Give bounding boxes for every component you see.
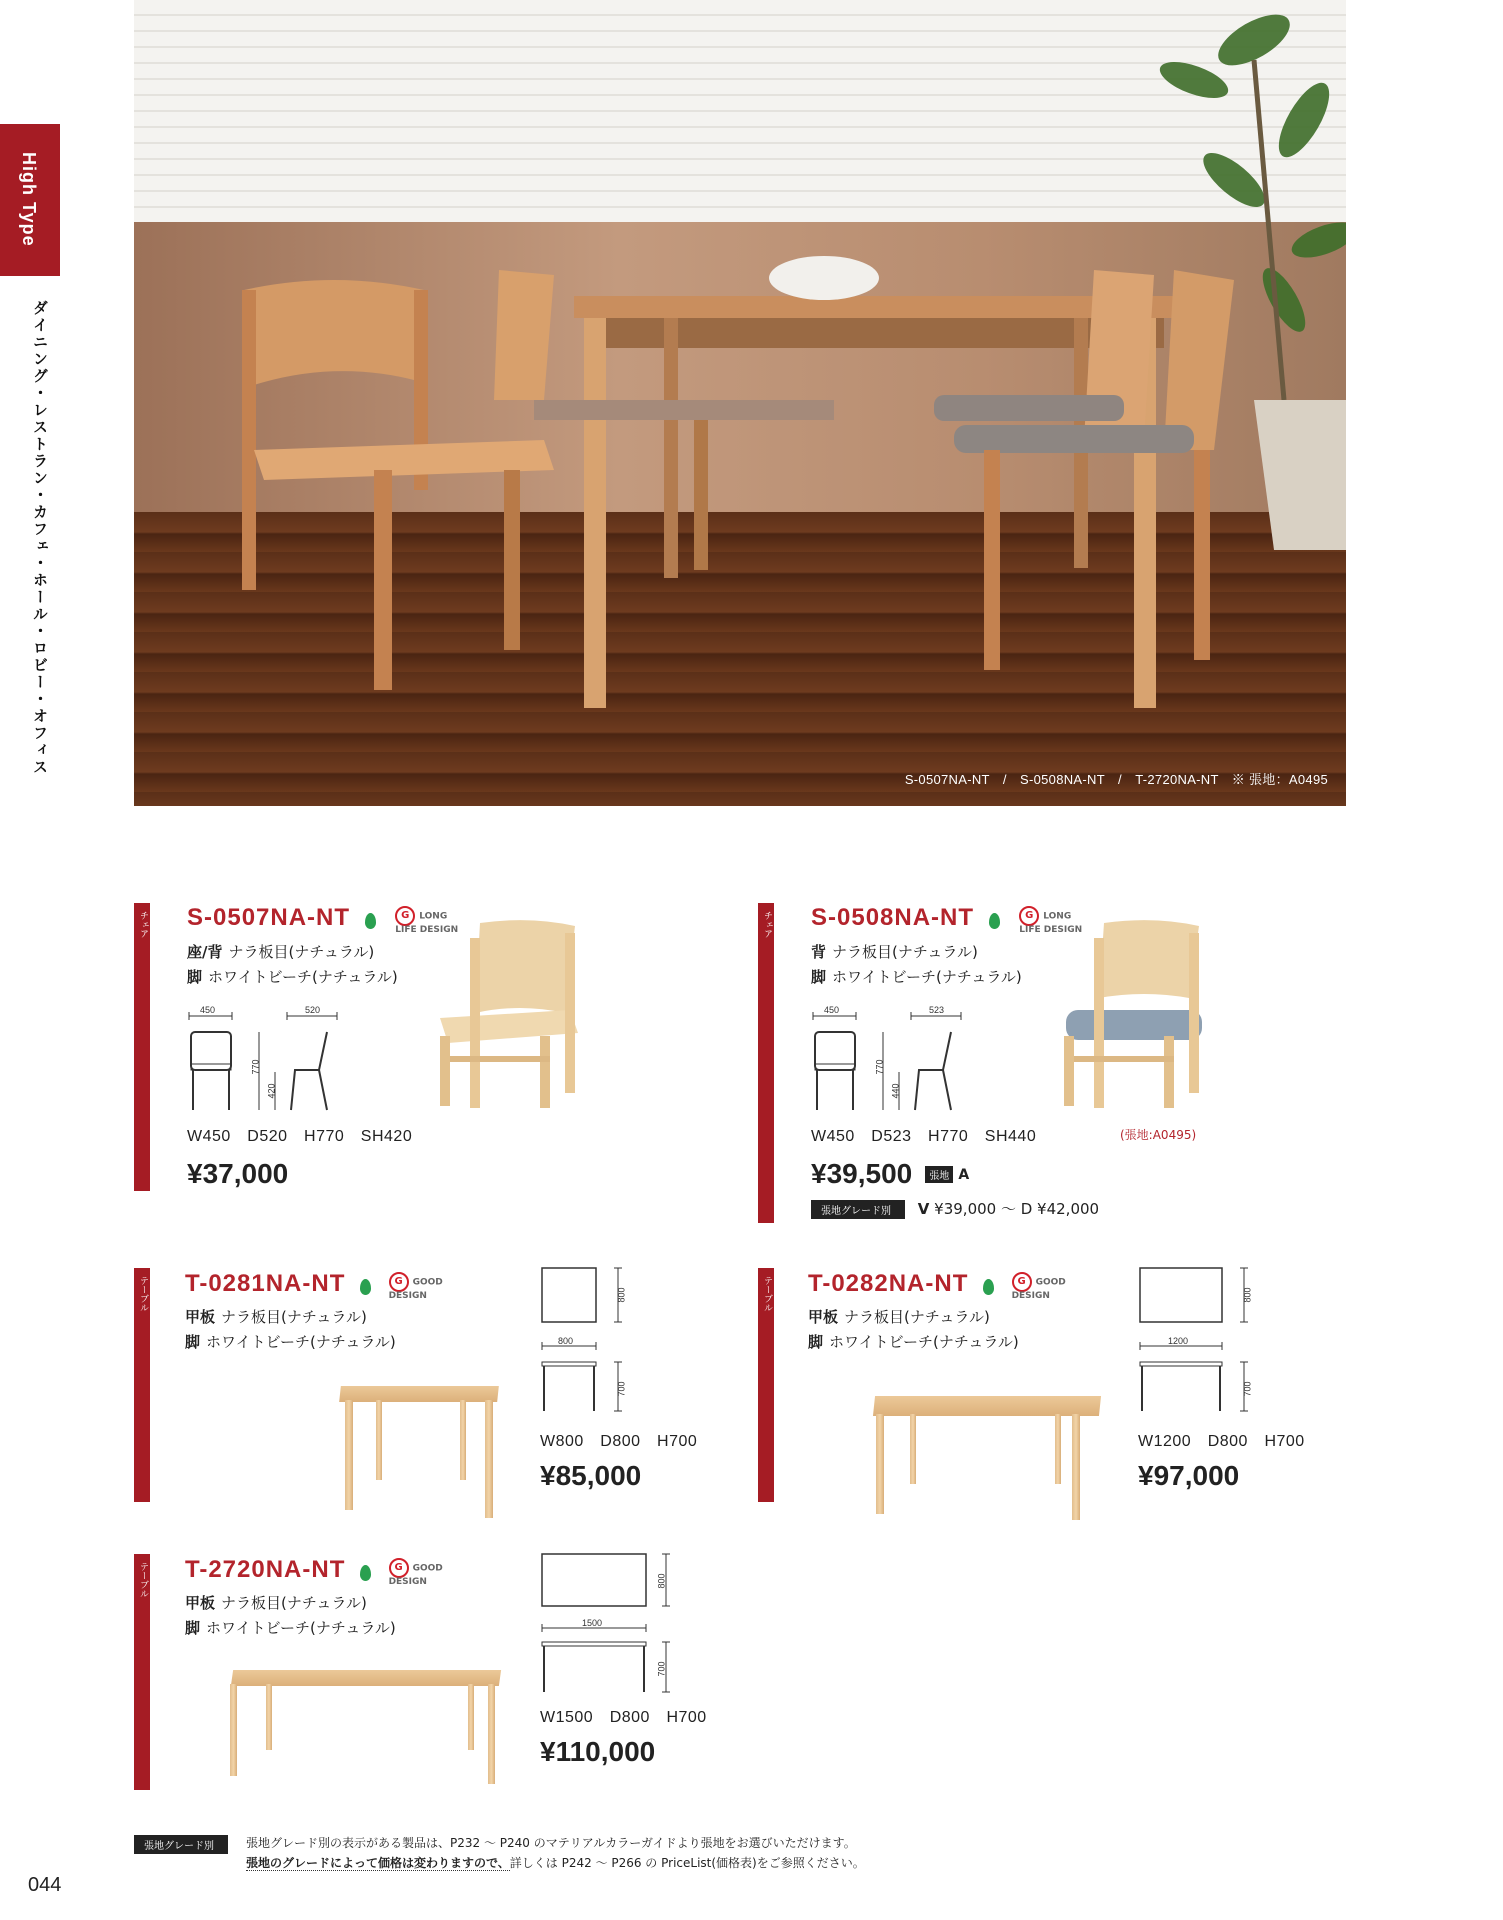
grade-range-row: 張地グレード別 V ¥39,000 ～ D ¥42,000	[811, 1198, 1099, 1219]
eco-leaf-icon	[360, 1565, 371, 1581]
product-title	[185, 1270, 453, 1301]
chair-photo	[430, 918, 590, 1108]
dim-depth: 800	[616, 1287, 627, 1303]
fabric-tag: 張地	[925, 1166, 953, 1183]
product-title	[808, 1270, 1076, 1301]
product-category-label: テーブル	[138, 1276, 148, 1312]
product-category-label: テーブル	[762, 1276, 772, 1312]
good-design-badge: G GOOD DESIGN	[389, 1558, 453, 1587]
product-category-label: テーブル	[138, 1562, 148, 1598]
product-code: T-2720NA-NT	[185, 1556, 346, 1583]
dimensions-text: W800 D800 H700	[540, 1433, 698, 1450]
price: ¥37,000	[187, 1158, 289, 1189]
section-tab-label: High Type	[19, 152, 39, 247]
table-dimension-drawing	[1138, 1266, 1258, 1416]
dim-seat-height: 440	[890, 1083, 901, 1099]
furniture-scene	[134, 0, 1346, 806]
product-category-bar	[134, 1554, 150, 1790]
g-mark-icon: G	[1012, 1272, 1032, 1292]
table-photo	[226, 1670, 502, 1794]
dimensions-text: W1200 D800 H700	[1138, 1433, 1305, 1450]
product-code: S-0508NA-NT	[811, 904, 975, 931]
product-category-bar	[134, 903, 150, 1191]
dim-depth: 800	[1242, 1287, 1253, 1303]
product-title	[185, 1556, 453, 1587]
fabric-note: (張地:A0495)	[1120, 1128, 1197, 1142]
eco-leaf-icon	[989, 913, 1000, 929]
price: ¥85,000	[540, 1460, 642, 1491]
grade-range: ¥39,000 ～ D ¥42,000	[934, 1200, 1100, 1218]
fabric-grade: A	[958, 1167, 970, 1183]
dim-height: 770	[250, 1059, 261, 1075]
product-title	[811, 904, 1093, 935]
dim-height: 700	[1242, 1381, 1253, 1397]
dim-width: 450	[824, 1005, 840, 1015]
dim-depth: 523	[929, 1005, 945, 1015]
price: ¥110,000	[540, 1736, 656, 1767]
good-design-badge: G GOOD DESIGN	[1012, 1272, 1076, 1301]
dimensions-text: W1500 D800 H700	[540, 1709, 707, 1726]
product-title	[187, 904, 469, 935]
eco-leaf-icon	[360, 1279, 371, 1295]
g-mark-icon: G	[389, 1272, 409, 1292]
material-list: 甲板 ナラ板目(ナチュラル) 脚 ホワイトビーチ(ナチュラル)	[185, 1594, 396, 1637]
dim-width: 1500	[582, 1618, 603, 1628]
product-category-bar	[758, 903, 774, 1223]
product-category-bar	[134, 1268, 150, 1502]
table-photo	[340, 1386, 500, 1518]
footer-note-line2: 張地のグレードによって価格は変わりますので、詳しくは P242 ～ P266 の PriceList(価格表)をご参照ください。	[246, 1856, 865, 1870]
dim-height: 770	[874, 1059, 885, 1075]
eco-leaf-icon	[983, 1279, 994, 1295]
price: ¥97,000	[1138, 1460, 1240, 1491]
material-list: 甲板 ナラ板目(ナチュラル) 脚 ホワイトビーチ(ナチュラル)	[808, 1308, 1019, 1351]
product-code: T-0281NA-NT	[185, 1270, 346, 1297]
material-list: 背 ナラ板目(ナチュラル) 脚 ホワイトビーチ(ナチュラル)	[811, 943, 1022, 986]
dim-height: 700	[656, 1661, 667, 1677]
g-mark-icon: G	[1019, 906, 1039, 926]
footer-grade-tag: 張地グレード別	[134, 1834, 228, 1854]
grade-tag: 張地グレード別	[811, 1200, 905, 1219]
chair-photo	[1054, 918, 1214, 1108]
product-category-label: チェア	[762, 911, 772, 938]
dim-height: 700	[616, 1381, 627, 1397]
dim-width: 800	[558, 1336, 574, 1346]
g-mark-icon: G	[389, 1558, 409, 1578]
dim-seat-height: 420	[266, 1083, 277, 1099]
product-code: T-0282NA-NT	[808, 1270, 969, 1297]
dimensions-text: W450 D523 H770 SH440	[811, 1128, 1037, 1145]
footer-note-line1: 張地グレード別の表示がある製品は、P232 ～ P240 のマテリアルカラーガイドより張地をお選びいただけます。	[246, 1836, 856, 1850]
eco-leaf-icon	[365, 913, 376, 929]
product-code: S-0507NA-NT	[187, 904, 351, 931]
dim-width: 1200	[1168, 1336, 1189, 1346]
price: ¥39,500	[811, 1158, 913, 1189]
product-category-bar	[758, 1268, 774, 1502]
long-life-design-badge: G LONG LIFE DESIGN	[1019, 906, 1093, 935]
category-label: ダイニング・レストラン・カフェ・ホール・ロビー・オフィス	[31, 300, 49, 776]
hero-photo	[134, 0, 1346, 806]
dim-width: 450	[200, 1005, 216, 1015]
product-category-label: チェア	[138, 911, 148, 938]
section-tab	[0, 124, 60, 276]
dim-depth: 800	[656, 1573, 667, 1589]
g-mark-icon: G	[395, 906, 415, 926]
price-row	[811, 1158, 969, 1190]
dim-depth: 520	[305, 1005, 321, 1015]
material-list: 座/背 ナラ板目(ナチュラル) 脚 ホワイトビーチ(ナチュラル)	[187, 943, 398, 986]
table-photo	[870, 1396, 1102, 1520]
material-list: 甲板 ナラ板目(ナチュラル) 脚 ホワイトビーチ(ナチュラル)	[185, 1308, 396, 1351]
good-design-badge: G GOOD DESIGN	[389, 1272, 453, 1301]
long-life-design-badge: G LONG LIFE DESIGN	[395, 906, 469, 935]
page-number: 044	[28, 1874, 62, 1896]
hero-caption: S-0507NA-NT / S-0508NA-NT / T-2720NA-NT ※ 張地：A0495	[904, 772, 1328, 787]
dimensions-text: W450 D520 H770 SH420	[187, 1128, 413, 1145]
